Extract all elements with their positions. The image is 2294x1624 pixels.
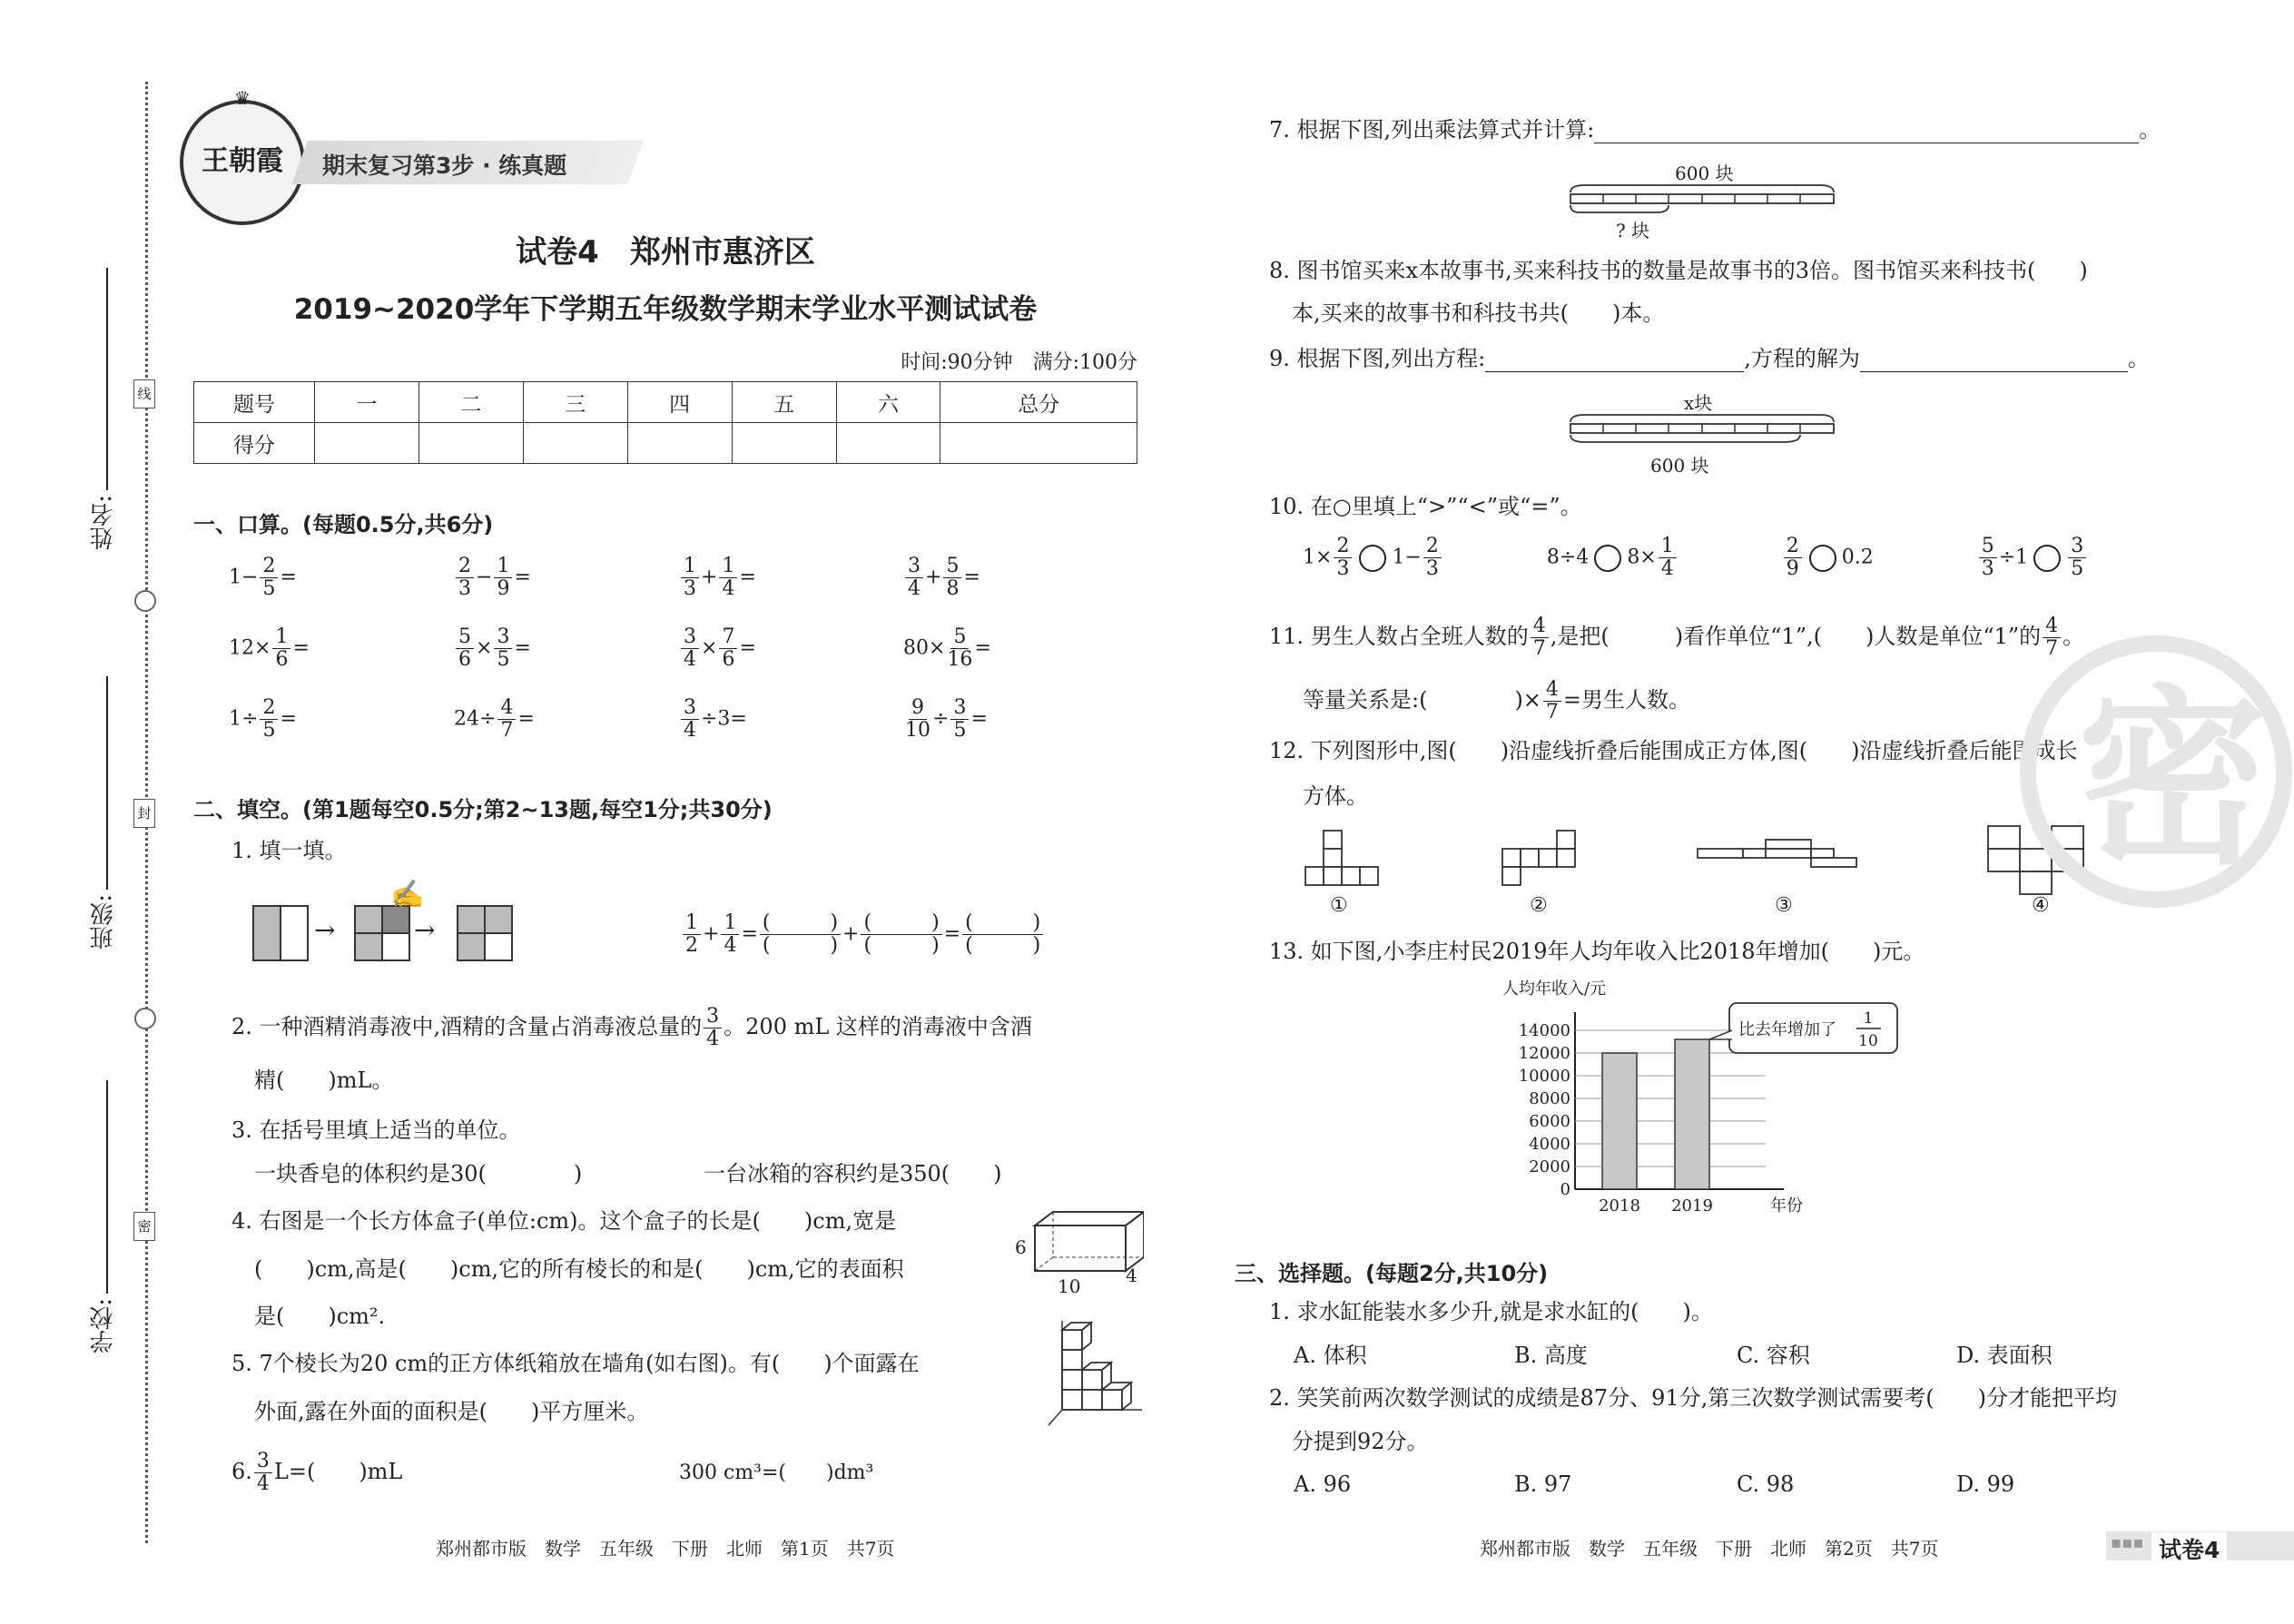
chart-callout-pointer [1709,1030,1732,1039]
q7: 7. 根据下图,列出乘法算式并计算: 。 [1269,117,2161,143]
q2-5b: 外面,露在外面的面积是( )平方厘米。 [254,1399,649,1424]
s3-q1-opt-d[interactable]: D. 表面积 [1956,1343,2053,1368]
footer-left: 郑州都市版 数学 五年级 下册 北师 第1页 共7页 [436,1538,895,1560]
q2-4c: 是( )cm². [254,1304,386,1329]
q2-3a: 一块香皂的体积约是30( ) [254,1161,583,1186]
score-input[interactable] [418,423,523,464]
q7-top-label: 600 块 [1675,162,1734,184]
q12b: 方体。 [1303,783,1368,809]
footer-tag: 试卷4 [2151,1532,2227,1565]
watermark-char: 密 [2076,666,2268,891]
q10: 10. 在○里填上“>”“<”或“=”。 [1269,494,1582,519]
score-input[interactable] [523,423,627,464]
mental-math-item: $\frac{9}{10}$ ÷ $\frac{3}{5}$ = [905,696,988,742]
cuboid-net-3 [1693,835,1875,881]
q2-2-cont: 精( )mL。 [254,1068,394,1093]
section2-title: 二、填空。(第1题每空0.5分;第2~13题,每空1分;共30分) [193,797,773,822]
score-cell: 三 [523,382,627,423]
chart-tick-label: 8000 [1529,1089,1570,1108]
q2-6: 6. $\frac{3}{4}$ L=( )mL [231,1450,403,1495]
q13: 13. 如下图,小李庄村民2019年人均年收入比2018年增加( )元。 [1269,939,1925,964]
chart-bar [1675,1039,1709,1189]
q2-6b: 300 cm³=( )dm³ [679,1462,874,1484]
square-figure-2 [354,905,410,961]
square-figure-1 [252,905,309,961]
name-label: 姓名: [90,495,117,550]
chart-callout-frac-num: 1 [1863,1009,1874,1028]
score-input[interactable] [732,423,836,464]
footer-right: 郑州都市版 数学 五年级 下册 北师 第2页 共7页 [1480,1538,1939,1560]
chart-bar [1602,1053,1637,1189]
banner-text: 期末复习第3步 · 练真题 [322,153,567,179]
compare-circle[interactable] [1809,545,1836,572]
school-line [106,1080,108,1294]
q8b: 本,买来的故事书和科技书共( )本。 [1292,300,1665,326]
net-label-3: ③ [1775,894,1793,917]
compare-circle[interactable] [1359,545,1386,572]
mental-math-item: $\frac{1}{3}$ + $\frac{1}{4}$ = [679,556,756,600]
chart-tick-label: 4000 [1529,1135,1570,1154]
net-label-2: ② [1530,894,1548,917]
binding-dot-1 [134,590,156,612]
score-cell: 四 [627,382,732,423]
mental-math-item: $\frac{3}{4}$ × $\frac{7}{6}$ = [679,626,756,671]
score-cell: 一 [315,382,419,423]
s3-q2-opt-d[interactable]: D. 99 [1956,1471,2015,1497]
compare-circle[interactable] [2033,545,2061,572]
q2-3: 3. 在括号里填上适当的单位。 [231,1117,521,1143]
q7-bottom-label: ? 块 [1616,220,1650,241]
s3-q1-opt-b[interactable]: B. 高度 [1514,1343,1588,1368]
class-label: 班级: [90,894,117,950]
q2-1-label: 1. 填一填。 [231,838,347,863]
name-line [106,268,108,490]
score-cell: 二 [418,382,523,423]
class-field[interactable] [86,676,117,967]
compare-circle[interactable] [1594,545,1621,572]
watermark-seal [2020,635,2292,908]
mental-math-item: $\frac{2}{3}$ − $\frac{1}{9}$ = [454,556,531,600]
score-cell: 六 [836,382,940,423]
s3-q2-opt-b[interactable]: B. 97 [1514,1471,1572,1497]
chart-tick-label: 14000 [1518,1021,1570,1040]
score-cell: 题号 [194,382,315,423]
seal-char-seal: 封 [133,799,155,828]
score-table-score-row [194,423,1137,464]
q9-top-label: x块 [1684,392,1713,414]
logo-text: 王朝霞 [202,145,283,177]
chart-callout-text: 比去年增加了 [1738,1020,1836,1039]
chart-tick-label: 2000 [1529,1157,1570,1176]
mental-math-item: 24÷ $\frac{4}{7}$ = [454,696,535,742]
mental-math-item: 12× $\frac{1}{6}$ = [229,625,310,671]
chart-tick-label: 6000 [1529,1112,1570,1131]
score-input[interactable] [627,423,732,464]
time-info: 时间:90分钟 满分:100分 [901,351,1137,374]
chart-category-label: 2018 [1599,1196,1640,1216]
net-label-4: ④ [2032,894,2050,917]
mental-math-item: $\frac{3}{4}$ + $\frac{5}{8}$ = [903,556,980,600]
mental-math-item: $\frac{5}{6}$ × $\frac{3}{5}$ = [454,626,531,671]
mental-math-item: $\frac{3}{4}$ ÷3= [679,697,747,742]
q9: 9. 根据下图,列出方程: ,方程的解为 。 [1269,346,2150,371]
s3-q1-opt-a[interactable]: A. 体积 [1294,1343,1367,1368]
q8a: 8. 图书馆买来x本故事书,买来科技书的数量是故事书的3倍。图书馆买来科技书( ) [1269,258,2088,283]
name-field[interactable] [86,268,117,558]
q9-bottom-label: 600 块 [1650,455,1709,477]
q11-relation: 等量关系是:( )× $\frac{4}{7}$ =男生人数。 [1303,678,1691,723]
score-cell: 五 [732,382,836,423]
section1-title: 一、口算。(每题0.5分,共6分) [193,512,494,537]
cuboid-length-label: 10 [1058,1275,1081,1297]
brand-logo [180,87,305,225]
s3-q2-opt-a[interactable]: A. 96 [1294,1471,1352,1497]
chart-callout-frac-den: 10 [1858,1032,1878,1050]
cube-net-1 [1301,826,1383,894]
q2-5a: 5. 7个棱长为20 cm的正方体纸箱放在墙角(如右图)。有( )个面露在 [231,1351,920,1376]
chart-xlabel: 年份 [1770,1196,1803,1216]
school-field[interactable] [86,1080,117,1371]
q9-bar-diagram [1566,411,1838,452]
mental-math-item: 1− $\frac{2}{5}$ = [229,555,297,600]
score-input[interactable] [836,423,940,464]
q2-3b: 一台冰箱的容积约是350( ) [704,1161,1002,1186]
s3-q2-opt-c[interactable]: C. 98 [1737,1471,1795,1497]
s3-q2a: 2. 笑笑前两次数学测试的成绩是87分、91分,第三次数学测试需要考( )分才能把平均 [1269,1385,2117,1411]
s3-q2b: 分提到92分。 [1292,1429,1429,1454]
score-table [193,381,1137,464]
mental-math-item: 80× $\frac{5}{16}$ = [903,625,991,671]
section3-title: 三、选择题。(每题2分,共10分) [1235,1261,1549,1286]
cubes-corner-figure [1044,1321,1144,1434]
score-table-header-row [194,382,1137,423]
arrow-icon: → [314,915,336,945]
s3-q1-opt-c[interactable]: C. 容积 [1737,1343,1810,1368]
score-input[interactable] [315,423,419,464]
q7-bar-diagram [1566,182,1838,218]
s3-q1: 1. 求水缸能装水多少升,就是求水缸的( )。 [1269,1299,1713,1324]
chart-category-label: 2019 [1671,1196,1713,1216]
logo-crown-icon: ♛ [234,87,251,109]
binding-dot-2 [134,1008,156,1029]
square-figure-3 [457,905,513,961]
net-label-1: ① [1330,894,1348,917]
score-cell: 得分 [194,423,315,464]
q12a: 12. 下列图形中,图( )沿虚线折叠后能围成正方体,图( )沿虚线折叠后能围成长 [1269,738,2078,763]
q2-4a: 4. 右图是一个长方体盒子(单位:cm)。这个盒子的长是( )cm,宽是 [231,1208,897,1234]
score-input[interactable] [940,423,1137,464]
page-title: 试卷4 郑州市惠济区 [516,234,815,271]
q2-2: 2. 一种酒精消毒液中,酒精的含量占消毒液总量的 $\frac{3}{4}$ 。200 mL 这样的消毒液中含酒 [231,1005,1032,1050]
q10-items: 1× $\frac{2}{3}$ 1− $\frac{2}{3}$ 8÷4 8× $\frac{1}{4}$ $\frac{2}{9}$ 0.2 $\frac{5}{3}$ ÷1 $\frac{3}{5}$ [1303,536,2088,580]
chart-tick-label: 10000 [1518,1067,1570,1086]
pencil-hand-icon: ✍ [390,879,425,910]
seal-char-secret: 密 [133,1212,155,1241]
page-subtitle: 2019~2020学年下学期五年级数学期末学业水平测试试卷 [293,293,1038,326]
q11: 11. 男生人数占全班人数的 $\frac{4}{7}$ ,是把( )看作单位“1”,( )人数是单位“1”的 $\frac{4}{7}$ 。 [1269,615,2085,660]
cuboid-height-label: 6 [1015,1236,1027,1258]
cuboid-width-label: 4 [1126,1265,1137,1286]
q2-1-equation: $\frac{1}{2}$ + $\frac{1}{4}$ = $\frac{( )}{( )}$ + $\frac{( )}{( )}$ = $\frac{( )}{( )}$ [681,912,1045,957]
arrow-icon: → [414,915,436,945]
footer-tag-dots: ▪▪▪ [2111,1533,2144,1552]
income-bar-chart [1489,976,1906,1221]
seal-char-line: 线 [133,379,155,408]
chart-tick-label: 0 [1560,1180,1570,1199]
school-label: 学校: [90,1298,117,1353]
score-cell: 总分 [940,382,1137,423]
chart-tick-label: 12000 [1518,1044,1570,1063]
chart-ylabel: 人均年收入/元 [1502,979,1607,999]
class-line [106,676,108,890]
mental-math-item: 1÷ $\frac{2}{5}$ = [229,696,297,742]
q2-4b: ( )cm,高是( )cm,它的所有棱长的和是( )cm,它的表面积 [254,1256,904,1282]
cube-net-2 [1498,826,1589,894]
